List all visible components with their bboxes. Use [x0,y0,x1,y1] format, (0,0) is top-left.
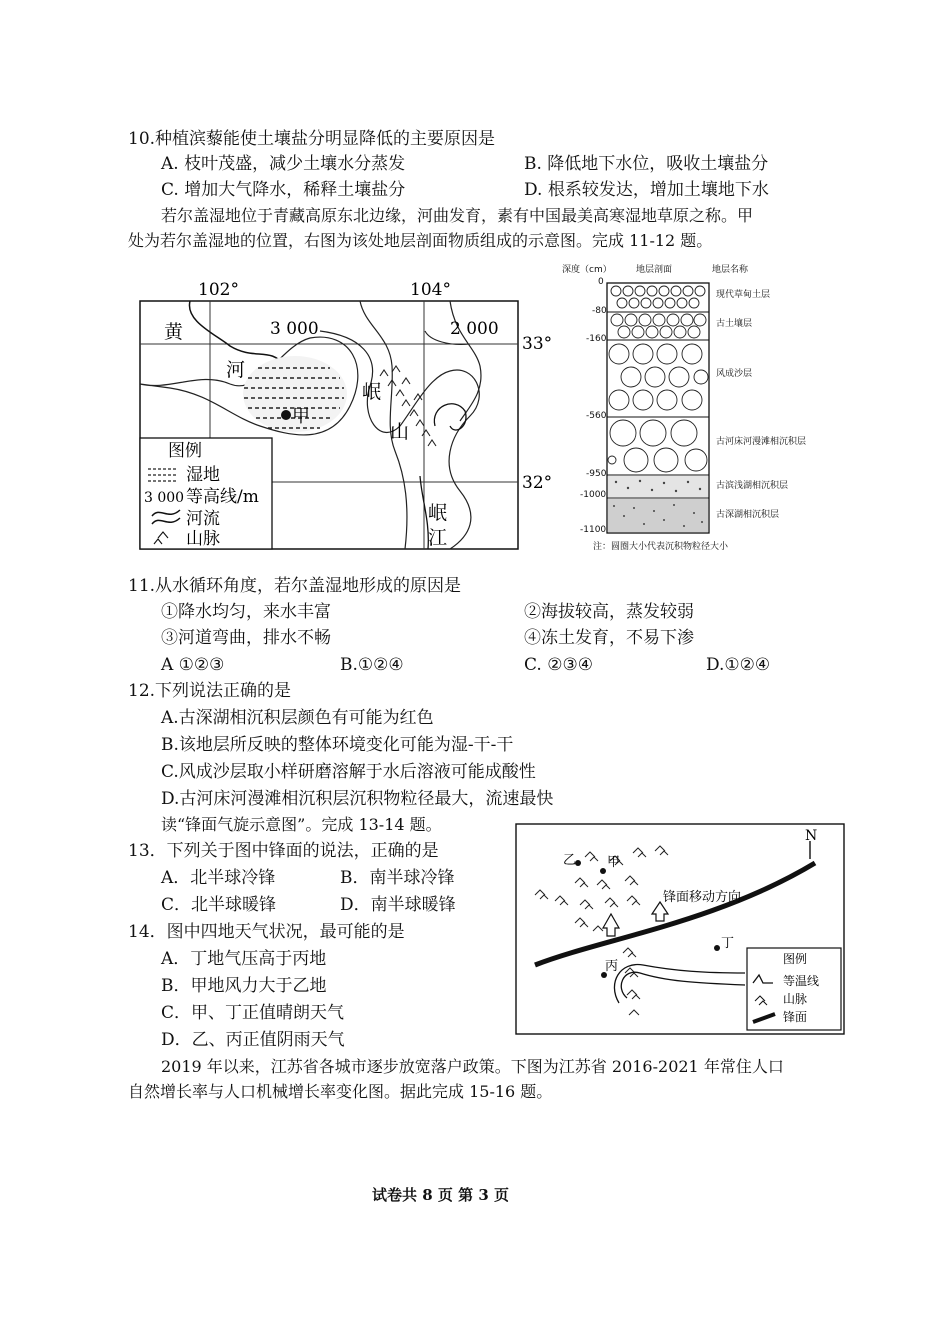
huang-label: 黄 [164,321,184,343]
q14-option-c: C．甲、丁正值晴朗天气 [161,1003,345,1023]
profile-header-section: 地层剖面 [636,265,673,275]
profile-note: 注：圆圈大小代表沉积物粒径大小 [593,542,729,552]
layer-name-1: 现代草甸土层 [716,290,771,300]
min-shan-label-1: 岷 [362,381,382,403]
q10-option-c: C. 增加大气降水，稀释土壤盐分 [161,180,406,200]
intro-13-14: 读“锋面气旋示意图”。完成 13-14 题。 [161,815,442,834]
north-label: N [805,828,818,844]
q11-item-3: ③河道弯曲，排水不畅 [161,628,331,648]
q11-item-2: ②海拔较高，蒸发较弱 [524,602,694,622]
depth-0: 0 [598,277,604,287]
front-cyclone-diagram [515,823,845,1035]
depth-80: -80 [592,306,607,316]
q11-option-d: D.①②④ [706,655,771,675]
map-legend-title: 图例 [168,441,202,461]
depth-950: -950 [586,469,607,479]
intro-11-12-line2: 处为若尔盖湿地的位置，右图为该处地层剖面物质组成的示意图。完成 11-12 题。 [128,231,713,250]
layer-name-5: 古滨浅湖相沉积层 [716,481,789,491]
legend-mountain: 山脉 [186,529,220,549]
intro-11-12-line1: 若尔盖湿地位于青藏高原东北边缘，河曲发育，素有中国最美高寒湿地草原之称。甲 [161,206,754,225]
lat-33-label: 33° [522,334,553,354]
depth-1100: -1100 [580,525,607,535]
q12-option-d: D.古河床河漫滩相沉积层沉积物粒径最大，流速最快 [161,789,554,809]
q13-option-c: C．北半球暖锋 [161,895,277,915]
q10-option-d: D. 根系较发达，增加土壤地下水 [524,180,769,200]
contour-3000-label: 3 000 [270,319,319,339]
q11-item-4: ④冻土发育，不易下渗 [524,628,694,648]
wetland-map [130,276,553,556]
q11-stem: 11.从水循环角度，若尔盖湿地形成的原因是 [128,576,462,596]
q13-option-d: D．南半球暖锋 [340,895,456,915]
q14-option-d: D．乙、丙正值阴雨天气 [161,1030,345,1050]
strata-column [606,282,710,534]
q14-option-a: A．丁地气压高于丙地 [161,949,327,969]
page-footer: 试卷共 8 页 第 3 页 [372,1186,509,1204]
q11-item-1: ①降水均匀，来水丰富 [161,602,331,622]
q12-option-a: A.古深湖相沉积层颜色有可能为红色 [161,708,434,728]
intro-15-16-line2: 自然增长率与人口机械增长率变化图。据此完成 15-16 题。 [128,1082,553,1101]
he-label: 河 [226,359,246,381]
q13-option-b: B．南半球冷锋 [340,868,455,888]
front-legend-title: 图例 [783,952,808,966]
lon-104-label: 104° [410,280,451,300]
q12-option-b: B.该地层所反映的整体环境变化可能为湿-干-干 [161,735,514,755]
point-jia: 甲 [607,855,621,870]
layer-name-4: 古河床河漫滩相沉积层 [716,437,807,447]
min-shan-label-2: 山 [390,421,410,443]
q13-option-a: A．北半球冷锋 [161,868,276,888]
q10-stem: 10.种植滨藜能使土壤盐分明显降低的主要原因是 [128,129,496,149]
point-ding: 丁 [721,936,735,951]
depth-1000: -1000 [580,490,607,500]
q14-option-b: B．甲地风力大于乙地 [161,976,327,996]
layer-name-6: 古深湖相沉积层 [716,510,780,520]
q11-option-c: C. ②③④ [524,655,593,675]
legend-contour: 等高线/m [186,487,259,507]
legend-front: 锋面 [783,1010,808,1024]
q11-option-a: A ①②③ [161,655,225,675]
legend-river: 河流 [186,509,220,529]
contour-2000-label: 2 000 [450,319,499,339]
lon-102-label: 102° [198,280,239,300]
profile-header-depth: 深度（cm） [562,265,612,275]
point-yi: 乙 [563,853,577,868]
depth-560: -560 [586,411,607,421]
legend-contour-value: 3 000 [144,490,185,506]
min-jiang-label-1: 岷 [428,502,448,524]
legend-mountain-2: 山脉 [783,992,808,1006]
profile-header-name: 地层名称 [712,265,749,275]
legend-isotherm: 等温线 [783,974,820,988]
q13-stem: 13．下列关于图中锋面的说法，正确的是 [128,841,439,861]
front-movement-label: 锋面移动方向 [663,890,742,905]
legend-wetland: 湿地 [186,465,220,485]
layer-name-3: 风成沙层 [716,369,753,379]
point-jia-marker [281,410,291,420]
min-jiang-label-2: 江 [428,527,448,549]
q10-option-b: B. 降低地下水位，吸收土壤盐分 [524,154,769,174]
q14-stem: 14．图中四地天气状况，最可能的是 [128,922,405,942]
layer-name-2: 古土壤层 [716,319,753,329]
q10-option-a: A. 枝叶茂盛，减少土壤水分蒸发 [161,154,406,174]
q11-option-b: B.①②④ [340,655,404,675]
q12-option-c: C.风成沙层取小样研磨溶解于水后溶液可能成酸性 [161,762,536,782]
q12-stem: 12.下列说法正确的是 [128,681,292,701]
point-jia-label: 甲 [292,406,310,427]
depth-160: -160 [586,334,607,344]
lat-32-label: 32° [522,473,553,493]
intro-15-16-line1: 2019 年以来，江苏省各城市逐步放宽落户政策。下图为江苏省 2016-2021 年常住人口 [161,1057,784,1076]
point-bing: 丙 [605,959,619,974]
